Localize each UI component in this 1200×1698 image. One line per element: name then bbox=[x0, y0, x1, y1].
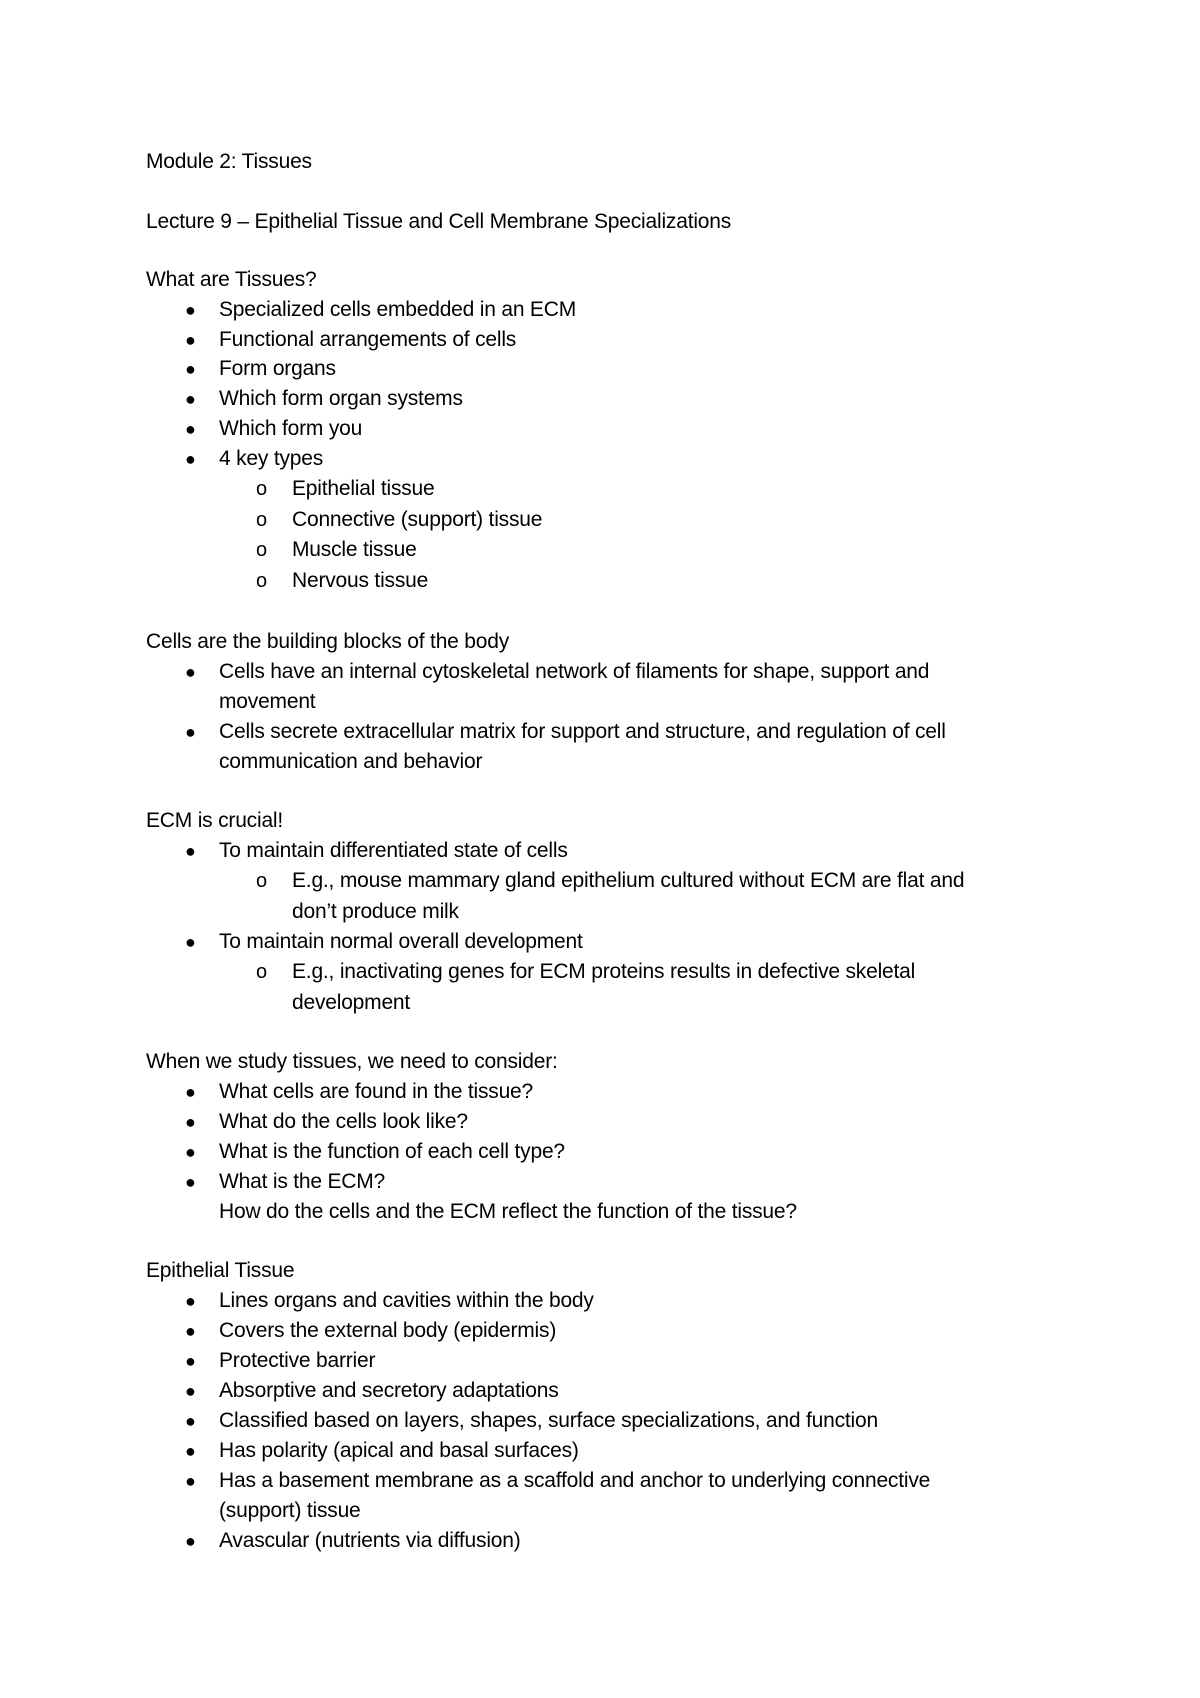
sub-list-item: Epithelial tissue bbox=[292, 477, 435, 500]
bullet-icon: ● bbox=[185, 932, 196, 952]
list-item: What is the ECM? bbox=[219, 1170, 386, 1193]
bullet-icon: ● bbox=[185, 1531, 196, 1551]
list-item-line: (support) tissue bbox=[219, 1499, 361, 1522]
bullet-icon: ● bbox=[185, 1082, 196, 1102]
list-item: Which form organ systems bbox=[219, 387, 463, 410]
module-title: Module 2: Tissues bbox=[146, 150, 312, 173]
sub-list-item-line: development bbox=[292, 991, 411, 1014]
sub-bullet-icon: o bbox=[256, 539, 268, 561]
list-item-line: communication and behavior bbox=[219, 750, 483, 773]
sub-list-item: Muscle tissue bbox=[292, 538, 417, 561]
section-heading: When we study tissues, we need to consider: bbox=[146, 1050, 558, 1073]
sub-list-item-line: don’t produce milk bbox=[292, 900, 459, 923]
bullet-icon: ● bbox=[185, 1291, 196, 1311]
bullet-icon: ● bbox=[185, 1471, 196, 1491]
list-item: Form organs bbox=[219, 357, 336, 380]
bullet-icon: ● bbox=[185, 662, 196, 682]
bullet-icon: ● bbox=[185, 722, 196, 742]
section-heading: Cells are the building blocks of the body bbox=[146, 630, 510, 653]
section-heading: ECM is crucial! bbox=[146, 809, 284, 832]
list-item-continuation: How do the cells and the ECM reflect the function of the tissue? bbox=[219, 1200, 797, 1223]
list-item: Classified based on layers, shapes, surface specializations, and function bbox=[219, 1409, 878, 1432]
sub-list-item-line: E.g., mouse mammary gland epithelium cultured without ECM are flat and bbox=[292, 869, 965, 892]
sub-bullet-icon: o bbox=[256, 961, 268, 983]
list-item-line: Cells secrete extracellular matrix for support and structure, and regulation of cell bbox=[219, 720, 946, 743]
bullet-icon: ● bbox=[185, 449, 196, 469]
bullet-icon: ● bbox=[185, 359, 196, 379]
sub-bullet-icon: o bbox=[256, 478, 268, 500]
list-item: Protective barrier bbox=[219, 1349, 376, 1372]
sub-list-item: Nervous tissue bbox=[292, 569, 429, 592]
bullet-icon: ● bbox=[185, 389, 196, 409]
list-item: What do the cells look like? bbox=[219, 1110, 468, 1133]
sub-bullet-icon: o bbox=[256, 509, 268, 531]
bullet-icon: ● bbox=[185, 1441, 196, 1461]
list-item: What is the function of each cell type? bbox=[219, 1140, 565, 1163]
list-item: Covers the external body (epidermis) bbox=[219, 1319, 557, 1342]
bullet-icon: ● bbox=[185, 1381, 196, 1401]
bullet-icon: ● bbox=[185, 1411, 196, 1431]
list-item-line: Has a basement membrane as a scaffold and anchor to underlying connective bbox=[219, 1469, 931, 1492]
list-item: Specialized cells embedded in an ECM bbox=[219, 298, 576, 321]
list-item-line: movement bbox=[219, 690, 316, 713]
list-item: Avascular (nutrients via diffusion) bbox=[219, 1529, 521, 1552]
sub-list-item: Connective (support) tissue bbox=[292, 508, 543, 531]
bullet-icon: ● bbox=[185, 300, 196, 320]
bullet-icon: ● bbox=[185, 1142, 196, 1162]
lecture-title: Lecture 9 – Epithelial Tissue and Cell Membrane Specializations bbox=[146, 210, 732, 233]
bullet-icon: ● bbox=[185, 1351, 196, 1371]
bullet-icon: ● bbox=[185, 1112, 196, 1132]
bullet-icon: ● bbox=[185, 841, 196, 861]
list-item: Which form you bbox=[219, 417, 363, 440]
list-item: What cells are found in the tissue? bbox=[219, 1080, 534, 1103]
list-item: To maintain normal overall development bbox=[219, 930, 583, 953]
list-item: Absorptive and secretory adaptations bbox=[219, 1379, 559, 1402]
sub-list-item-line: E.g., inactivating genes for ECM proteins results in defective skeletal bbox=[292, 960, 916, 983]
bullet-icon: ● bbox=[185, 1321, 196, 1341]
list-item: 4 key types bbox=[219, 447, 324, 470]
bullet-icon: ● bbox=[185, 1172, 196, 1192]
list-item-line: Cells have an internal cytoskeletal network of filaments for shape, support and bbox=[219, 660, 930, 683]
list-item: Lines organs and cavities within the body bbox=[219, 1289, 594, 1312]
list-item: To maintain differentiated state of cells bbox=[219, 839, 568, 862]
sub-bullet-icon: o bbox=[256, 870, 268, 892]
list-item: Functional arrangements of cells bbox=[219, 328, 517, 351]
section-heading: Epithelial Tissue bbox=[146, 1259, 295, 1282]
bullet-icon: ● bbox=[185, 330, 196, 350]
sub-bullet-icon: o bbox=[256, 570, 268, 592]
section-heading: What are Tissues? bbox=[146, 268, 317, 291]
list-item: Has polarity (apical and basal surfaces) bbox=[219, 1439, 579, 1462]
bullet-icon: ● bbox=[185, 419, 196, 439]
